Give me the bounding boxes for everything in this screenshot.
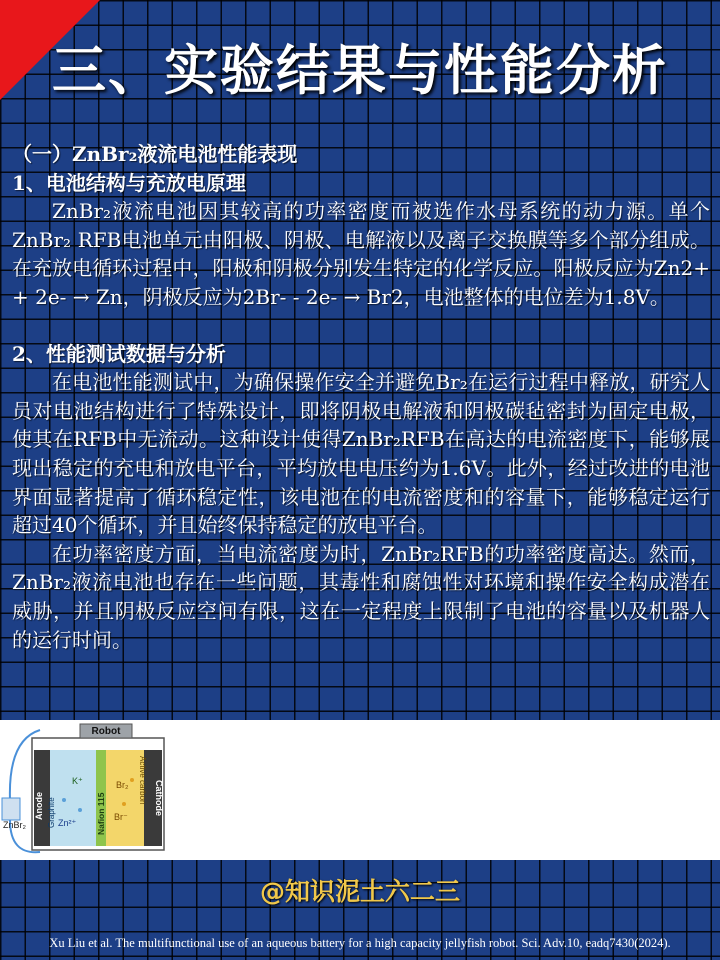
nafion-label: Nafion 115 (96, 792, 106, 835)
subsection-heading-2: 2、性能测试数据与分析 (12, 341, 226, 366)
paragraph-1: ZnBr₂液流电池因其较高的功率密度而被选作水母系统的动力源。单个ZnBr₂ RFB电池单元由阳极、阴极、电解液以及离子交换膜等多个部分组成。在充放电循环过程中，阳极和阴极分别发生特定的化学反应。阳极反应为Zn2+ + 2e- → Zn，阴极反应为2Br- - 2e- → Br2，电池整体的电位差为1.8V。 (12, 199, 710, 309)
graphite-label: Graphite (47, 797, 56, 828)
anode-label: Anode (34, 792, 44, 820)
br2-label: Br₂ (116, 780, 129, 790)
cathode-label: Cathode (154, 780, 164, 816)
subsection-heading-1: 1、电池结构与充放电原理 (12, 170, 246, 195)
paragraph-3: 在功率密度方面，当电流密度为时，ZnBr₂RFB的功率密度高达。然而，ZnBr₂液流电池也存在一些问题，其毒性和腐蚀性对环境和操作安全构成潜在威胁，并且阴极反应空间有限，这在一定程度上限制了电池的容量以及机器人的运行时间。 (12, 541, 710, 652)
robot-label: Robot (91, 726, 121, 737)
figure-strip (0, 720, 720, 860)
br-ion-label: Br⁻ (114, 812, 128, 822)
section-heading: （一）ZnBr₂液流电池性能表现 (12, 142, 298, 166)
watermark-text: @知识泥土六二三 (259, 877, 460, 906)
zn-ion-label: Zn²⁺ (58, 818, 77, 828)
k-ion-label: K⁺ (72, 776, 83, 786)
paragraph-2: 在电池性能测试中，为确保操作安全并避免Br₂在运行过程中释放，研究人员对电池结构进行了特殊设计，即将阴极电解液和阴极碳毡密封为固定电极，使其在RFB中无流动。这种设计使得ZnBr₂RFB在高达的电流密度下，能够展现出稳定的充电和放电平台，平均放电电压约为1.6V。此外，经过改进的电池界面显著提高了循环稳定性，该电池在的电流密度和的容量下，能够稳定运行超过40个循环，并且始终保持稳定的放电平台。 (12, 370, 710, 538)
citation: Xu Liu et al. The multifunctional use of an aqueous battery for a high capacity jellyfish robot. Sci. Adv.10, eadq7430(2024). (49, 936, 671, 950)
znbr2-label: ZnBr₂ (3, 820, 26, 830)
active-carbon-label: Active carbon (138, 756, 147, 805)
article-body (12, 140, 710, 654)
page-title: 三、实验结果与性能分析 (52, 39, 668, 102)
battery-schematic (2, 724, 164, 852)
